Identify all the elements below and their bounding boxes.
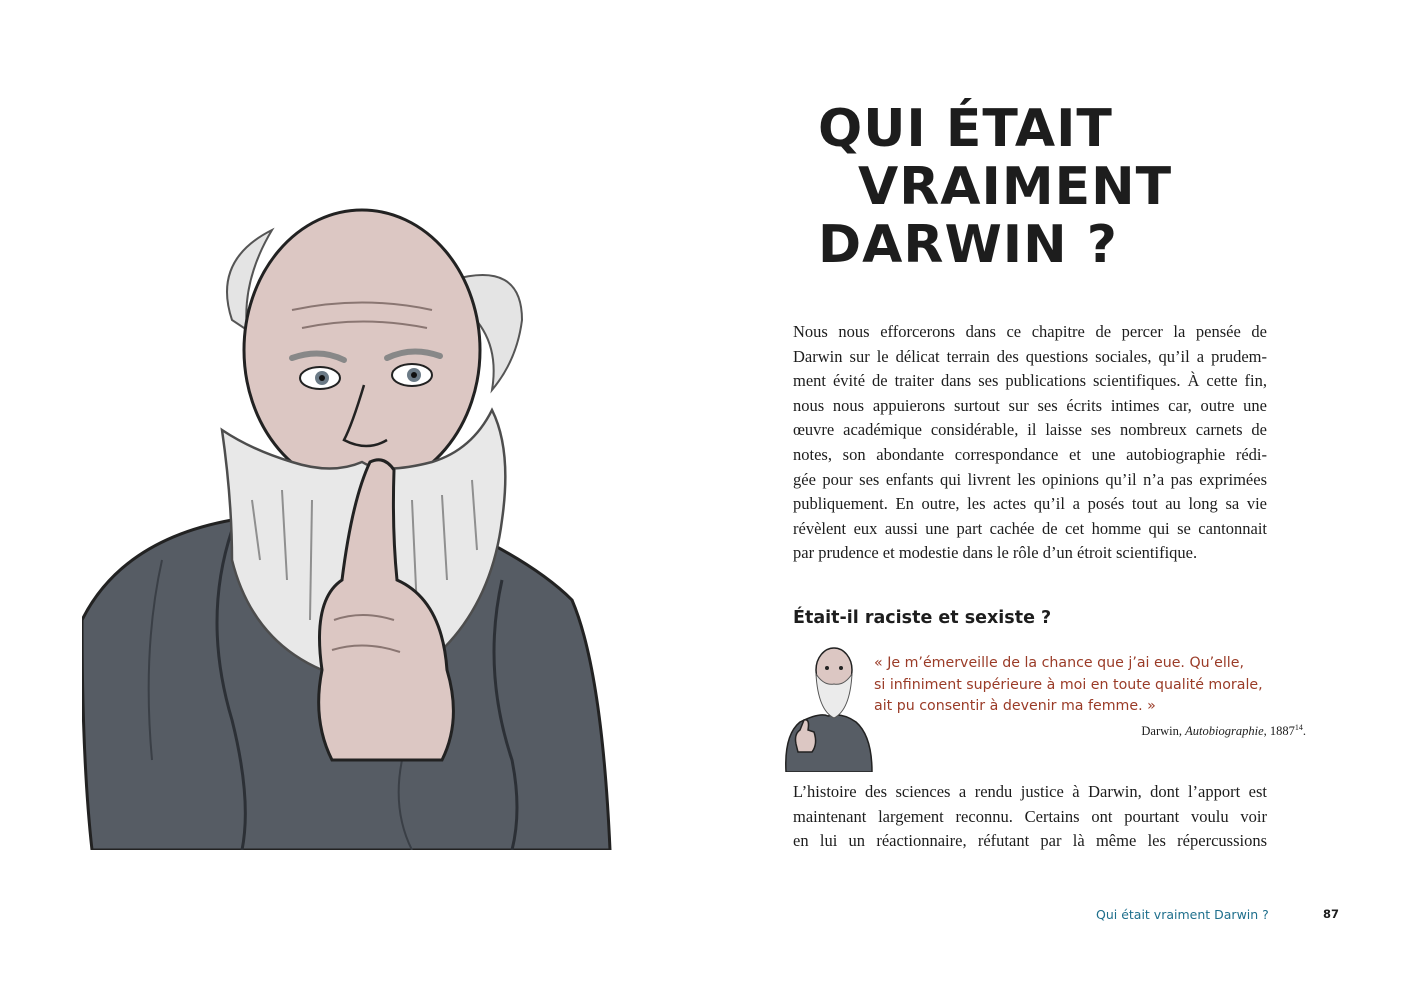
intro-line: par prudence et modestie dans le rôle d’un étroit scientifique. bbox=[793, 543, 1198, 563]
intro-line: gée pour ses enfants qui livrent les opinions qu’il n’a pas exprimées bbox=[793, 469, 1267, 489]
footnote-ref: 14 bbox=[1294, 723, 1303, 732]
source-end: . bbox=[1302, 724, 1306, 739]
quote-line: ait pu consentir à devenir ma femme. » bbox=[874, 698, 1156, 714]
intro-line: Darwin sur le délicat terrain des questions sociales, qu’il a prudem- bbox=[793, 346, 1267, 366]
intro-line: œuvre académique considérable, il laisse ses nombreux carnets de bbox=[793, 420, 1267, 440]
section-heading: Était-il raciste et sexiste ? bbox=[793, 608, 1052, 628]
chapter-title bbox=[818, 100, 1172, 274]
source-work: Autobiographie bbox=[1185, 724, 1264, 739]
intro-line: notes, son abondante correspondance et une autobiographie rédi- bbox=[793, 444, 1267, 464]
body-paragraph bbox=[793, 780, 1267, 854]
title-line-2: VRAIMENT bbox=[858, 157, 1173, 217]
intro-line: révèlent eux aussi une part cachée de cet homme qui se cantonnait bbox=[793, 518, 1267, 538]
darwin-thumbs-up-illustration bbox=[780, 640, 876, 772]
intro-line: nous nous appuierons surtout sur ses écrits intimes car, outre une bbox=[793, 395, 1267, 415]
intro-line: ment évité de traiter dans ses publications scientifiques. À cette fin, bbox=[793, 371, 1267, 391]
running-title: Qui était vraiment Darwin ? bbox=[1096, 907, 1269, 922]
source-year: , 1887 bbox=[1263, 724, 1295, 739]
intro-paragraph bbox=[793, 320, 1267, 566]
page-number: 87 bbox=[1323, 907, 1340, 921]
title-line-3: DARWIN ? bbox=[818, 215, 1118, 275]
body-line: maintenant largement reconnu. Certains ont pourtant voulu voir bbox=[793, 806, 1267, 826]
darwin-portrait-illustration bbox=[82, 200, 612, 850]
quote-line: « Je m’émerveille de la chance que j’ai eue. Qu’elle, bbox=[874, 655, 1244, 671]
intro-line: Nous nous efforcerons dans ce chapitre de percer la pensée de bbox=[793, 322, 1267, 341]
intro-line: publiquement. En outre, les actes qu’il a posés tout au long sa vie bbox=[793, 494, 1267, 514]
title-line-1: QUI ÉTAIT bbox=[818, 99, 1113, 159]
source-author: Darwin, bbox=[1141, 724, 1186, 739]
quote-source bbox=[1141, 723, 1306, 739]
body-line: en lui un réactionnaire, réfutant par là même les répercussions bbox=[793, 831, 1267, 851]
body-line: L’histoire des sciences a rendu justice à Darwin, dont l’apport est bbox=[793, 782, 1267, 801]
quote-text bbox=[874, 653, 1263, 718]
quote-line: si infiniment supérieure à moi en toute qualité morale, bbox=[874, 676, 1263, 693]
